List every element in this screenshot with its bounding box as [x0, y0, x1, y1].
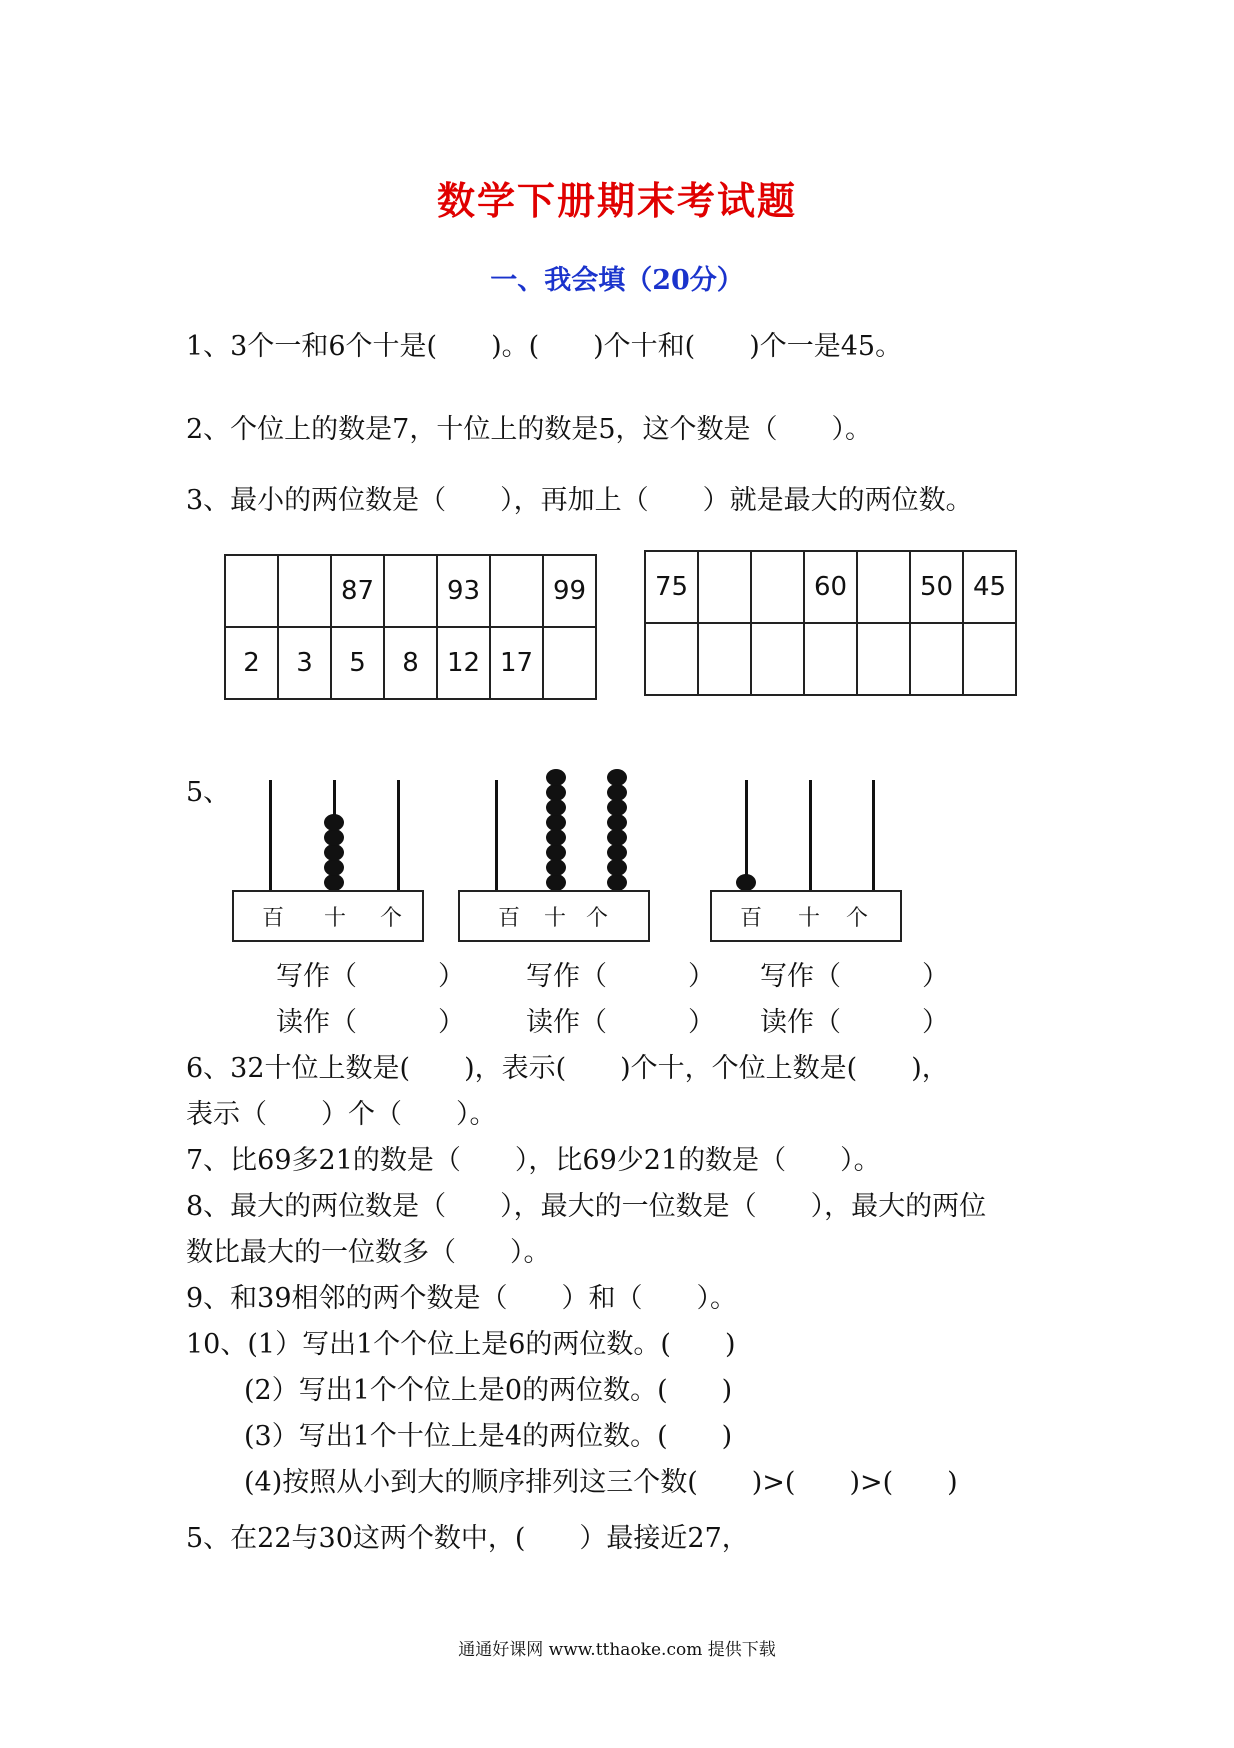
table-cell: 87: [331, 555, 384, 627]
table-cell: [698, 551, 751, 623]
question-1: 1、3个一和6个十是( )。( )个十和( )个一是45。: [186, 331, 903, 362]
question-3: 3、最小的两位数是（ ），再加上（ ）就是最大的两位数。: [186, 485, 973, 516]
footer-credit: 通通好课网 www.tthaoke.com 提供下载: [458, 1640, 776, 1660]
abacus-label-ones: 个: [586, 905, 609, 931]
abacus-bead: [546, 874, 566, 891]
question-6a: 6、32十位上数是( )，表示( )个十，个位上数是( )，: [186, 1053, 949, 1084]
question-10-4: (4)按照从小到大的顺序排列这三个数( )>( )>( ): [244, 1467, 958, 1498]
table-cell: 12: [437, 627, 490, 699]
abacus-rod: [495, 780, 498, 890]
table-cell: [645, 623, 698, 695]
question-10-3: (3）写出1个十位上是4的两位数。( ): [244, 1421, 733, 1452]
question-8b: 数比最大的一位数多（ ）。: [186, 1237, 551, 1268]
abacus-bead: [546, 814, 566, 831]
question-9: 9、和39相邻的两个数是（ ）和（ ）。: [186, 1283, 738, 1314]
table-cell: 45: [963, 551, 1016, 623]
abacus-rod: [872, 780, 875, 890]
abacus-bead: [607, 769, 627, 786]
abacus-rod: [809, 780, 812, 890]
abacus-bead: [546, 844, 566, 861]
table-cell: [543, 627, 596, 699]
abacus-rod: [397, 780, 400, 890]
abacus-bead: [546, 799, 566, 816]
abacus-bead: [324, 874, 344, 891]
table-cell: [751, 623, 804, 695]
abacus-bead: [324, 814, 344, 831]
table-cell: [804, 623, 857, 695]
table-cell: 99: [543, 555, 596, 627]
table-cell: 3: [278, 627, 331, 699]
abacus-label-hundreds: 百: [262, 905, 285, 931]
table-cell: 8: [384, 627, 437, 699]
abacus-label-tens: 十: [544, 905, 567, 931]
question-10-2: (2）写出1个个位上是0的两位数。( ): [244, 1375, 733, 1406]
abacus-bead: [546, 859, 566, 876]
abacus-bead: [607, 844, 627, 861]
table-cell: [278, 555, 331, 627]
write-as-3: 写作（ ）: [760, 961, 949, 992]
abacus-bead: [546, 784, 566, 801]
abacus-bead: [607, 859, 627, 876]
table-cell: [225, 555, 278, 627]
table-cell: [751, 551, 804, 623]
abacus-bead: [324, 844, 344, 861]
abacus-bead: [607, 784, 627, 801]
question-7: 7、比69多21的数是（ ），比69少21的数是（ ）。: [186, 1145, 881, 1176]
abacus-bead: [736, 874, 756, 891]
question-11: 5、在22与30这两个数中，( ）最接近27，: [186, 1523, 749, 1554]
abacus-label-tens: 十: [798, 905, 821, 931]
table-cell: [963, 623, 1016, 695]
abacus-bead: [607, 814, 627, 831]
abacus-label-hundreds: 百: [498, 905, 521, 931]
number-table-right: [644, 550, 1017, 696]
abacus-bead: [607, 829, 627, 846]
table-cell: 50: [910, 551, 963, 623]
table-cell: 93: [437, 555, 490, 627]
abacus-label-ones: 个: [846, 905, 869, 931]
write-as-1: 写作（ ）: [276, 961, 465, 992]
abacus-bead: [607, 799, 627, 816]
read-as-3: 读作（ ）: [760, 1007, 949, 1038]
write-as-2: 写作（ ）: [526, 961, 715, 992]
abacus-bead: [546, 829, 566, 846]
question-6b: 表示（ ）个（ ）。: [186, 1099, 497, 1130]
abacus-rod: [269, 780, 272, 890]
question-8a: 8、最大的两位数是（ ），最大的一位数是（ ），最大的两位: [186, 1191, 987, 1222]
table-cell: 2: [225, 627, 278, 699]
read-as-1: 读作（ ）: [276, 1007, 465, 1038]
section-heading: 一、我会填（20分）: [490, 265, 744, 296]
table-cell: 75: [645, 551, 698, 623]
abacus-base: [710, 890, 902, 942]
abacus-bead: [324, 859, 344, 876]
abacus-bead: [324, 829, 344, 846]
abacus-label-tens: 十: [324, 905, 347, 931]
abacus-base: [232, 890, 424, 942]
table-cell: [384, 555, 437, 627]
abacus-base: [458, 890, 650, 942]
table-cell: [698, 623, 751, 695]
table-cell: [857, 551, 910, 623]
number-table-left: [224, 554, 597, 700]
page-title: 数学下册期末考试题: [436, 178, 797, 223]
abacus-label-ones: 个: [380, 905, 403, 931]
abacus-label-hundreds: 百: [740, 905, 763, 931]
table-cell: [910, 623, 963, 695]
question-5-label: 5、: [186, 777, 231, 808]
read-as-2: 读作（ ）: [526, 1007, 715, 1038]
abacus-bead: [546, 769, 566, 786]
question-2: 2、个位上的数是7，十位上的数是5，这个数是（ ）。: [186, 414, 873, 445]
abacus-bead: [607, 874, 627, 891]
table-cell: 60: [804, 551, 857, 623]
question-10-1: 10、(1）写出1个个位上是6的两位数。( ): [186, 1329, 736, 1360]
table-cell: [857, 623, 910, 695]
table-cell: 5: [331, 627, 384, 699]
table-cell: [490, 555, 543, 627]
table-cell: 17: [490, 627, 543, 699]
